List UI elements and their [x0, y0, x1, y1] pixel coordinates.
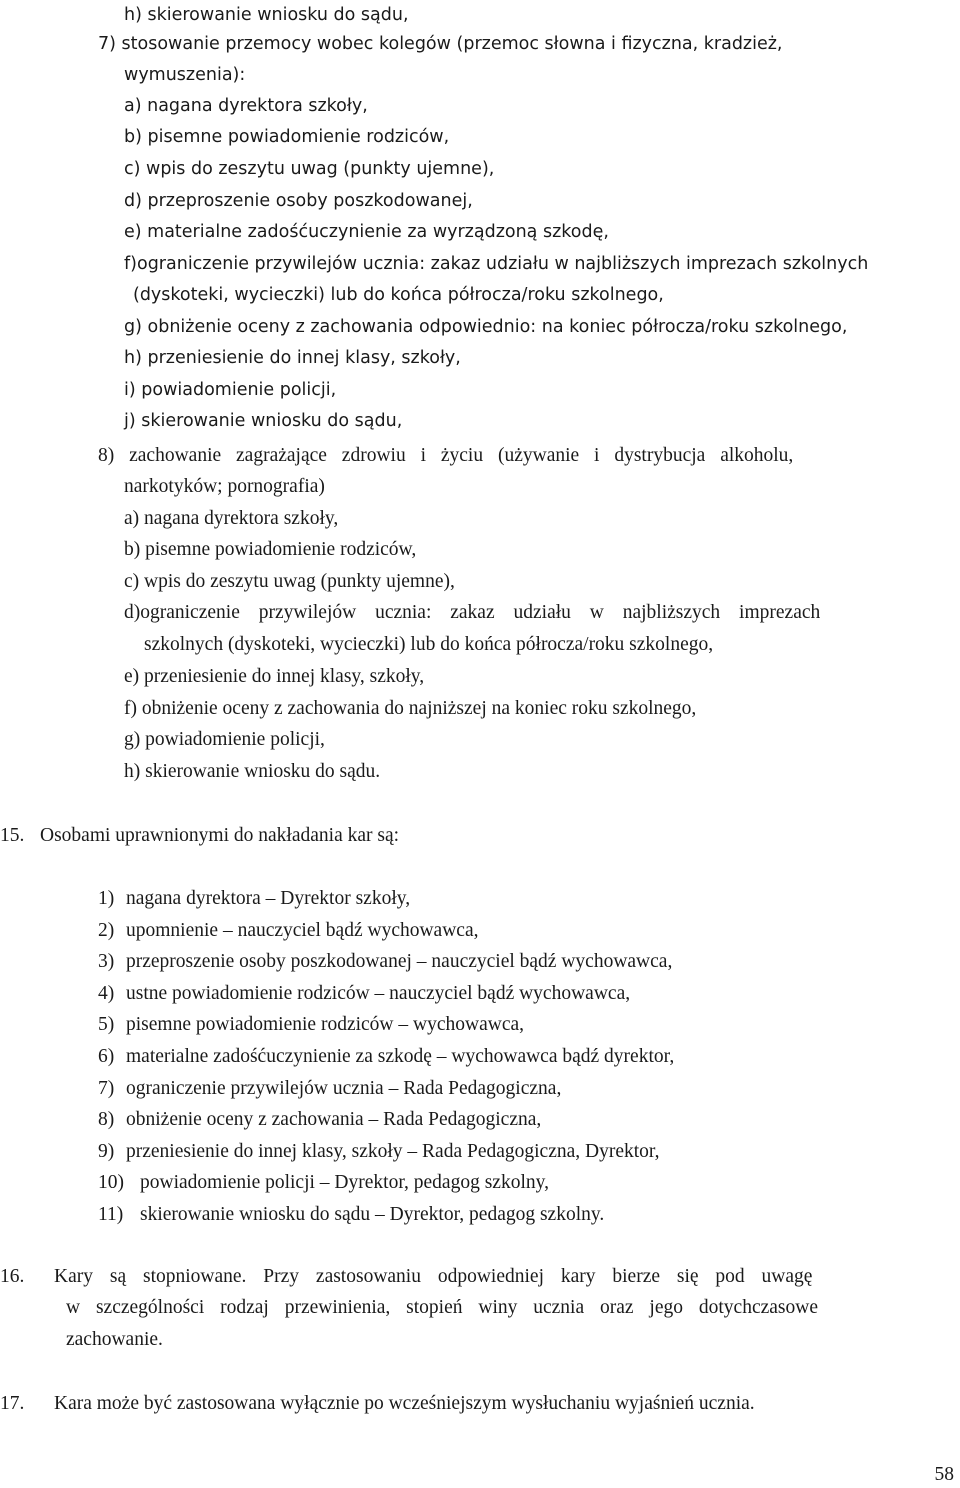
sub-item: f) obniżenie oceny z zachowania do najniższej na koniec roku szkolnego, [124, 698, 697, 719]
list-item-number: 3) [98, 951, 115, 972]
section-17-number: 17. [0, 1393, 25, 1414]
list-item-text: pisemne powiadomienie rodziców – wychowawca, [126, 1014, 524, 1035]
sub-item-text: d)ograniczenie przywilejów ucznia: zakaz udziału w najbliższych imprezach [124, 602, 821, 623]
section-17-text: Kara może być zastosowana wyłącznie po wcześniejszym wysłuchaniu wyjaśnień ucznia. [54, 1393, 755, 1414]
section-16-number: 16. [0, 1266, 25, 1287]
list-item-number: 7) [98, 1078, 115, 1099]
list-item: h) skierowanie wniosku do sądu, [124, 5, 409, 25]
list-item-number: 6) [98, 1046, 115, 1067]
list-item-text: materialne zadośćuczynienie za szkodę – wychowawca bądź dyrektor, [126, 1046, 675, 1067]
list-item-7-continued: wymuszenia): [124, 65, 246, 85]
list-item-text: przeniesienie do innej klasy, szkoły – Rada Pedagogiczna, Dyrektor, [126, 1141, 660, 1162]
section-16-line [54, 1261, 958, 1293]
sub-item: h) przeniesienie do innej klasy, szkoły, [124, 348, 461, 368]
sub-item: e) materialne zadośćuczynienie za wyrządzoną szkodę, [124, 222, 609, 242]
list-item-8 [98, 440, 956, 472]
section-15-heading: Osobami uprawnionymi do nakładania kar są: [40, 825, 400, 846]
list-item-7 [98, 29, 956, 61]
list-item-text: powiadomienie policji – Dyrektor, pedagog szkolny, [140, 1172, 549, 1193]
sub-item: c) wpis do zeszytu uwag (punkty ujemne), [124, 571, 455, 592]
sub-item: c) wpis do zeszytu uwag (punkty ujemne), [124, 159, 495, 179]
list-item-text: ustne powiadomienie rodziców – nauczyciel bądź wychowawca, [126, 983, 631, 1004]
sub-item: a) nagana dyrektora szkoły, [124, 508, 339, 529]
sub-item: i) powiadomienie policji, [124, 380, 337, 400]
list-item-text: obniżenie oceny z zachowania – Rada Pedagogiczna, [126, 1109, 542, 1130]
list-item-text: przeproszenie osoby poszkodowanej – nauczyciel bądź wychowawca, [126, 951, 673, 972]
list-item-8-continued: narkotyków; pornografia) [124, 476, 325, 497]
list-item-text: skierowanie wniosku do sądu – Dyrektor, pedagog szkolny. [140, 1204, 605, 1225]
section-16-line: zachowanie. [66, 1329, 163, 1350]
sub-item: g) obniżenie oceny z zachowania odpowiednio: na koniec półrocza/roku szkolnego, [124, 317, 848, 337]
sub-item: h) skierowanie wniosku do sądu. [124, 761, 381, 782]
list-item-text: nagana dyrektora – Dyrektor szkoły, [126, 888, 411, 909]
section-15-number: 15. [0, 825, 25, 846]
list-item-number: 8) [98, 1109, 115, 1130]
section-16-text: Kary są stopniowane. Przy zastosowaniu odpowiedniej kary bierze się pod uwagę [54, 1266, 813, 1287]
list-item-text: 7) stosowanie przemocy wobec kolegów (przemoc słowna i fizyczna, kradzież, [98, 34, 783, 54]
sub-item [124, 597, 958, 629]
list-item-text: upomnienie – nauczyciel bądź wychowawca, [126, 920, 479, 941]
sub-item: a) nagana dyrektora szkoły, [124, 96, 368, 116]
list-item-number: 11) [98, 1204, 124, 1225]
list-item-number: 5) [98, 1014, 115, 1035]
list-item-number: 9) [98, 1141, 115, 1162]
sub-item: e) przeniesienie do innej klasy, szkoły, [124, 666, 425, 687]
list-item-number: 1) [98, 888, 115, 909]
section-16-line [66, 1292, 958, 1324]
list-item-number: 4) [98, 983, 115, 1004]
sub-item: d) przeproszenie osoby poszkodowanej, [124, 191, 473, 211]
list-item-number: 2) [98, 920, 115, 941]
sub-item-continued: szkolnych (dyskoteki, wycieczki) lub do końca półrocza/roku szkolnego, [144, 634, 714, 655]
sub-item: b) pisemne powiadomienie rodziców, [124, 539, 417, 560]
sub-item-continued: (dyskoteki, wycieczki) lub do końca półrocza/roku szkolnego, [133, 285, 664, 305]
page-number: 58 [934, 1464, 954, 1485]
sub-item: b) pisemne powiadomienie rodziców, [124, 127, 450, 147]
sub-item: g) powiadomienie policji, [124, 729, 325, 750]
list-item-text: ograniczenie przywilejów ucznia – Rada Pedagogiczna, [126, 1078, 562, 1099]
list-item-number: 10) [98, 1172, 124, 1193]
list-item-text: 8) zachowanie zagrażające zdrowiu i życiu (używanie i dystrybucja alkoholu, [98, 445, 794, 466]
sub-item: j) skierowanie wniosku do sądu, [124, 411, 403, 431]
section-16-text: w szczególności rodzaj przewinienia, stopień winy ucznia oraz jego dotychczasowe [66, 1297, 818, 1318]
sub-item: f)ograniczenie przywilejów ucznia: zakaz udziału w najbliższych imprezach szkolnych [124, 254, 869, 274]
